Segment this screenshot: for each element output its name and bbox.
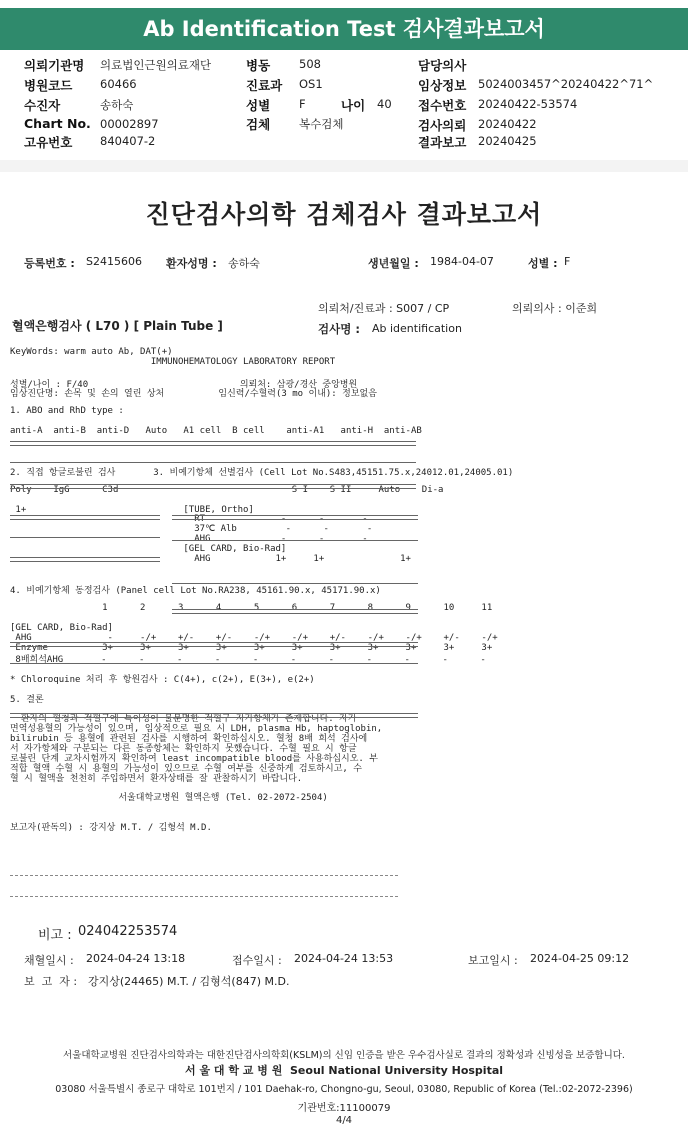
hospital-code-label: 병원코드 [24,78,73,93]
rule [172,583,418,584]
receipt-time-value: 2024-04-24 13:53 [294,952,394,965]
report-line: 1. ABO and RhD type : [10,406,124,417]
rule [10,663,418,664]
receipt-label: 접수번호 [418,98,467,113]
request-label: 검사의뢰 [418,118,467,133]
report-line: 혈 시 혈액을 천천히 주입하면서 환자상태를 잘 관찰하시기 바랍니다. [10,773,303,784]
institution-number: 기관번호:11100079 [297,1103,391,1114]
report-line: Enzyme 3+ 3+ 3+ 3+ 3+ 3+ 3+ 3+ 3+ 3+ 3+ [10,642,493,653]
page-number: 4/4 [335,1115,353,1126]
report-date-label: 결과보고 [418,135,467,150]
rule [10,896,398,897]
hospital-code-value: 60466 [100,77,137,91]
report-time-value: 2024-04-25 09:12 [530,952,630,965]
report-line: 1+ [TUBE, Ortho] [10,504,254,515]
section-title: 혈액은행검사 ( L70 ) [ Plain Tube ] [12,319,223,333]
test-name-value: Ab identification [372,322,462,335]
specimen-label: 검체 [246,117,271,132]
hospital-name: 서 울 대 학 교 병 원 Seoul National University Hospital [184,1064,504,1077]
dob-value: 1984-04-07 [430,255,494,268]
receipt-time-label: 접수일시 : [232,954,282,967]
report-sex-value: F [564,255,571,268]
rule [10,462,416,463]
sex-label: 성별 [246,98,271,113]
report-line: 1 2 3 4 5 6 7 8 9 10 11 [10,603,493,614]
rule [10,537,160,538]
report-line: 적합 혈액 수혈 시 용혈의 가능성이 있으므로 수혈 여부를 신중하게 검토하시고, 수 [10,763,362,774]
doctor-label: 담당의사 [418,58,467,73]
registration-value: S2415606 [86,255,142,268]
specimen-value: 복수검체 [299,117,344,131]
page-title: Ab Identification Test 검사결과보고서 [143,17,545,41]
report-line: KeyWords: warm auto Ab, DAT(+) [10,347,173,357]
reporter-label: 보 고 자 : [24,975,78,988]
section-divider [0,160,688,172]
report-line: 로불린 단계 교차시험까지 확인하여 least incompatible blood를 사용하십시오. 부 [10,753,378,764]
rule [10,875,398,876]
note-value: 024042253574 [78,924,178,939]
dept-label: 진료과 [246,78,283,93]
registration-label: 등록번호 : [24,257,75,270]
certification-text: 서울대학교병원 진단검사의학과는 대한진단검사의학회(KSLM)의 신임 인증을 받은 우수검사실로 결과의 정확성과 신빙성을 보증합니다. [63,1050,625,1061]
clinical-label: 임상정보 [418,78,467,93]
report-line: bilirubin 등 용혈에 관련된 검사를 시행하여 확인하십시오. 혈청 8배 희석 검사에 [10,734,368,745]
rule [10,441,416,446]
report-time-label: 보고일시 : [468,954,518,967]
receipt-value: 20240422-53574 [478,97,578,111]
report-line: Poly IgG C3d S I S II Auto Di-a [10,484,444,495]
dept-value: OS1 [299,77,323,91]
report-line: 성별/나이 : F/40 의뢰처: 삼광/경산 중앙병원 [10,379,358,390]
rule [172,540,418,541]
patient-value: 송하숙 [100,98,134,112]
report-line: 임상진단명: 손목 및 손의 열린 상처 임신력/수혈력(3 mo 이내): 정보없음 [10,389,377,400]
chart-label: Chart No. [24,116,91,131]
requester-value: 의료법인근원의료재단 [100,58,212,72]
report-line: 서 자가항체와 구분되는 다른 동종항체는 확인하지 못했습니다. 수혈 필요 시 항글 [10,744,357,754]
report-line: 8배희석AHG - - - - - - - - - - - [10,655,486,666]
patient-name-value: 송하숙 [228,257,260,270]
age-label: 나이 [341,98,366,113]
sex-value: F [299,97,306,111]
report-sex-label: 성별 : [528,257,558,270]
reporter-value: 강지상(24465) M.T. / 김형석(847) M.D. [88,975,290,988]
rule [10,515,160,520]
report-line: 서울대학교병원 혈액은행 (Tel. 02-2072-2504) [10,793,328,804]
dob-label: 생년월일 : [368,257,419,270]
note-label: 비고 : [38,928,72,943]
requester-label: 의뢰기관명 [24,58,85,73]
rule [172,609,418,614]
report-line: 4. 비예기항체 동정검사 (Panel cell Lot No.RA238, 45161.90.x, 45171.90.x) [10,586,381,597]
rule [172,515,418,520]
rule [10,642,418,647]
collect-value: 2024-04-24 13:18 [86,952,186,965]
doctor-info: 의뢰의사 : 이준희 [512,302,598,315]
report-line: 37℃ Alb - - - [10,524,373,535]
test-name-label: 검사명 : [318,322,360,336]
request-value: 20240422 [478,117,537,131]
dept-info: 의뢰처/진료과 : S007 / CP [318,302,450,315]
report-line: anti-A anti-B anti-D Auto A1 cell B cell anti-A1 anti-H anti-AB [10,425,422,436]
report-title: 진단검사의학 검체검사 결과보고서 [145,200,543,229]
ward-value: 508 [299,57,321,71]
collect-label: 채혈일시 : [24,954,74,967]
report-line: 5. 결론 [10,694,44,705]
unique-label: 고유번호 [24,135,73,150]
patient-name-label: 환자성명 : [166,257,217,270]
ward-label: 병동 [246,58,271,73]
report-line: AHG - - - [10,534,368,545]
report-line: [GEL CARD, Bio-Rad] [10,544,287,554]
patient-label: 수진자 [24,98,61,113]
rule [10,557,160,562]
age-value: 40 [377,97,392,111]
rule [10,484,416,489]
chart-value: 00002897 [100,117,159,131]
report-line: AHG 1+ 1+ 1+ [10,553,411,564]
hospital-address: 03080 서울특별시 종로구 대학로 101번지 / 101 Daehak-ro, Chongno-gu, Seoul, 03080, Republic of Korea (Tel.:02-2072-2396) [55,1084,633,1095]
report-line: IMMUNOHEMATOLOGY LABORATORY REPORT [10,356,336,367]
report-line: 보고자(판독의) : 강지상 M.T. / 김형석 M.D. [10,822,212,833]
report-line: AHG - -/+ +/- +/- -/+ -/+ +/- -/+ -/+ +/- -/+ [10,632,498,643]
unique-value: 840407-2 [100,134,156,148]
report-date-value: 20240425 [478,134,537,148]
report-line: 환자의 혈청과 적혈구에 특이성이 불분명한 적혈구 자가항체가 존재합니다. 자가 [10,714,357,725]
report-line: [GEL CARD, Bio-Rad] [10,622,113,633]
report-line: 면역성용혈의 가능성이 있으며, 임상적으로 필요 시 LDH, plasma Hb, haptoglobin, [10,724,383,735]
report-line: RT - - - [10,514,368,525]
clinical-value: 5024003457^20240422^71^ [478,77,654,91]
report-line: * Chloroquine 처리 후 항원검사 : C(4+), c(2+), E(3+), e(2+) [10,675,315,686]
rule [10,713,418,718]
report-line: 2. 직접 항글로불린 검사 3. 비예기항체 선별검사 (Cell Lot No.S483,45151.75.x,24012.01,24005.01) [10,468,514,479]
